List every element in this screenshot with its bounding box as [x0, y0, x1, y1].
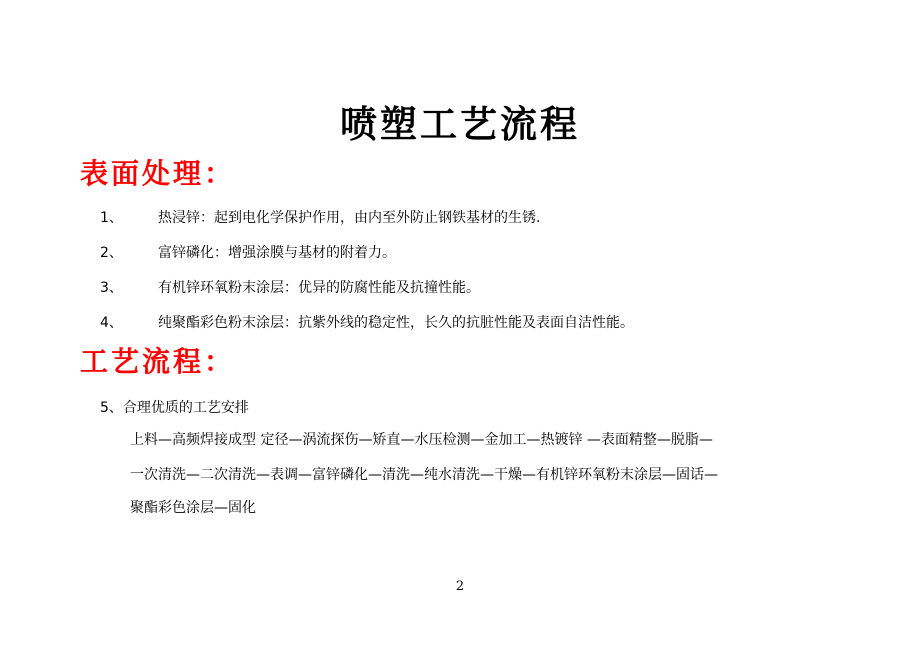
list-item-number: 2、 [100, 245, 123, 261]
page-number: 2 [455, 579, 465, 594]
flow-line: 聚酯彩色涂层—固化 [130, 500, 256, 516]
section-heading-surface-treatment: 表面处理： [80, 157, 236, 190]
flow-line: 上料—高频焊接成型 定径—涡流探伤—矫直—水压检测—金加工—热镀锌 —表面精整—脱脂— [130, 432, 713, 448]
list-item [100, 278, 480, 298]
list-item [100, 243, 396, 263]
list-item-text: 有机锌环氧粉末涂层：优异的防腐性能及抗撞性能。 [158, 280, 480, 296]
list-item-number: 1、 [100, 210, 123, 226]
sub-heading: 5、合理优质的工艺安排 [100, 400, 249, 416]
list-item-text: 纯聚酯彩色粉末涂层：抗紫外线的稳定性，长久的抗脏性能及表面自洁性能。 [158, 315, 634, 331]
flow-line: 一次清洗—二次清洗—表调—富锌磷化—清洗—纯水清洗—干燥—有机锌环氧粉末涂层—固话— [130, 467, 718, 483]
list-item-number: 3、 [100, 280, 123, 296]
list-item-text: 富锌磷化：增强涂膜与基材的附着力。 [158, 245, 396, 261]
list-item [100, 313, 634, 333]
page-title: 喷塑工艺流程 [340, 102, 580, 146]
list-item-number: 4、 [100, 315, 123, 331]
list-item [100, 208, 540, 228]
list-item-text: 热浸锌：起到电化学保护作用，由内至外防止钢铁基材的生锈. [158, 210, 541, 226]
section-heading-process-flow: 工艺流程： [80, 345, 236, 378]
